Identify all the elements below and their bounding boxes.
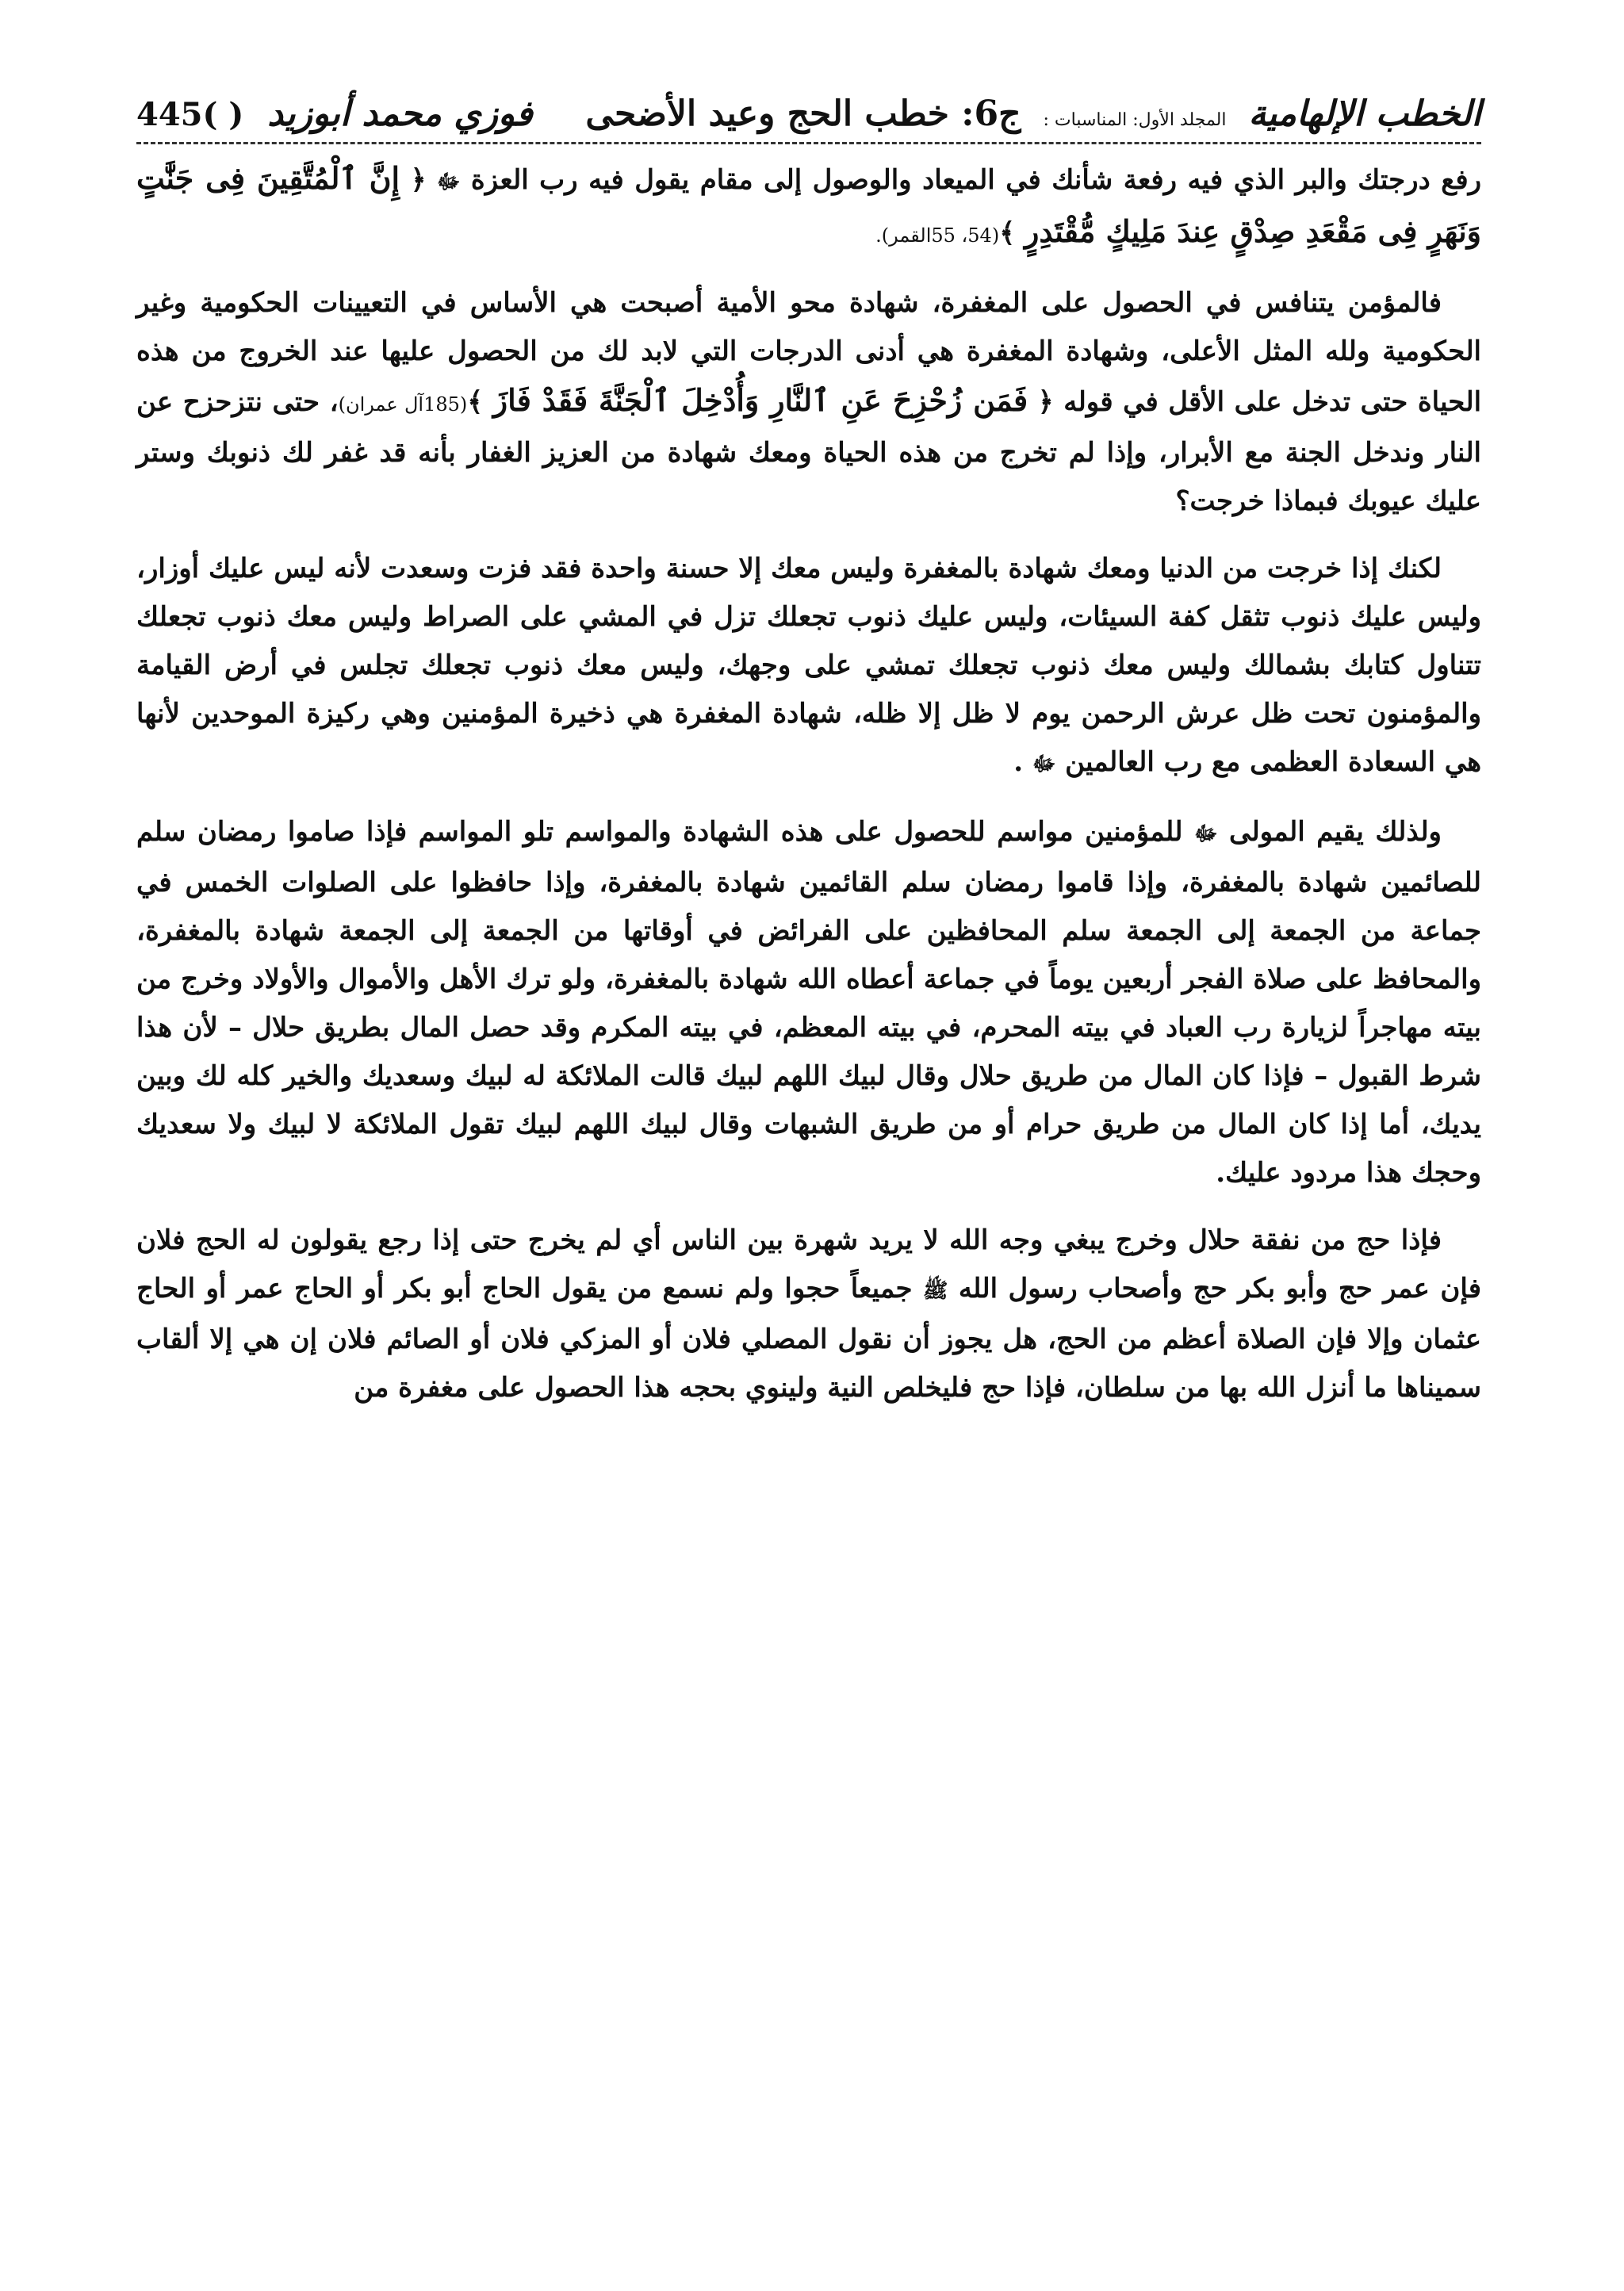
text-segment: ، حتى نتزحزح عن النار وندخل الجنة مع الأبرار، وإذا لم تخرج من هذه الحياة ومعك شهادة من العزيز الغفار بأنه قد غفر لك ذنوبك وستر عليك عيوبك فبماذا خرجت؟ (136, 386, 1481, 517)
text-segment: فإذا حج من نفقة حلال وخرج يبغي وجه الله لا يريد شهرة بين الناس أي لم يخرج حتى إذا رجع يقولون له الحج فلان فإن عمر حج وأبو بكر حج وأصحاب رسول الله (136, 1224, 1481, 1304)
text-segment: ﴿ (400, 164, 438, 196)
text-segment: رفع درجتك والبر الذي فيه رفعة شأنك في الميعاد والوصول إلى مقام يقول فيه رب العزة (460, 164, 1481, 196)
verse-reference: (54، 55القمر). (875, 224, 1000, 247)
text-segment: فالمؤمن يتنافس في الحصول على المغفرة، شهادة محو الأمية أصبحت هي الأساس في التعيينات الحكومية وغير الحكومية ولله المثل الأعلى، وشهادة المغفرة هي أدنى الدرجات التي لابد لك من الحصول عليها عند الخروج من هذه الحياة حتى تدخل على الأقل في قوله ﴿ (136, 287, 1482, 418)
paragraph-5 (136, 1216, 1481, 1412)
paragraph-4 (136, 808, 1481, 1197)
honorific-glyph: ﷻ (1032, 753, 1056, 776)
header-left-group (136, 94, 533, 134)
author-name: فوزي محمد أبوزيد (267, 94, 533, 134)
page-body (136, 154, 1481, 1412)
paragraph-2 (136, 279, 1481, 526)
text-segment: للمؤمنين مواسم للحصول على هذه الشهادة والمواسم تلو المواسم فإذا صاموا رمضان سلم للصائمين شهادة بالمغفرة، وإذا قاموا رمضان سلم القائمين شهادة بالمغفرة، وإذا حافظوا على الصلوات الخمس في جماعة من الجمعة إلى الجمعة سلم المحافظين على الفرائض في أوقاتها من الجمعة إلى الجمعة شهادة بالمغفرة، والمحافظ على صلاة الفجر أربعين يوماً في جماعة أعطاه الله شهادة بالمغفرة، ولو ترك الأهل والأموال والأولاد وخرج من بيته مهاجراً لزيارة رب العباد في بيته المحرم، في بيته المعظم، في بيته المكرم وقد حصل المال بطريق حلال – لأن هذا شرط القبول – فإذا كان المال من طريق حلال وقال لبيك اللهم لبيك قالت الملائكة له لبيك وسعديك والخير كله لك وبين يديك، أما إذا كان المال من طريق حرام أو من طريق الشبهات وقال لبيك اللهم لبيك تقول الملائكة لا لبيك ولا سعديك وحجك هذا مردود عليك. (136, 816, 1481, 1189)
page-number: 445( ) (136, 96, 244, 133)
text-segment: لكنك إذا خرجت من الدنيا ومعك شهادة بالمغفرة وليس معك إلا حسنة واحدة فقد فزت وسعدت لأنه ليس عليك أوزار، وليس عليك ذنوب تثقل كفة السيئات، وليس عليك ذنوب تجعلك تزل في المشي على الصراط وليس معك ذنوب تجعلك تتناول كتابك بشمالك وليس معك ذنوب تجعلك تمشي على وجهك، وليس معك ذنوب تجعلك تجلس في أرض القيامة والمؤمنون تحت ظل عرش الرحمن يوم لا ظل إلا ظله، شهادة المغفرة هي ذخيرة المؤمنين وهي ركيزة الموحدين لأنها هي السعادة العظمى مع رب العالمين (136, 553, 1481, 778)
volume-label: المجلد الأول: المناسبات : (1043, 110, 1227, 130)
honorific-glyph: ﷻ (1194, 822, 1218, 846)
text-segment: . (1013, 746, 1032, 778)
honorific-glyph: ﷺ (922, 1279, 948, 1303)
page-header (136, 79, 1481, 144)
honorific-glyph: ﷻ (437, 170, 461, 194)
paragraph-3 (136, 545, 1481, 789)
quran-verse: فَمَن زُحْزِحَ عَنِ ٱلنَّارِ وَأُدْخِلَ ٱلْجَنَّةَ فَقَدْ فَازَ (492, 382, 1028, 418)
quran-verse: إِنَّ ٱلْمُتَّقِينَ فِى جَنَّٰتٍ وَنَهَرٍ فِى مَقْعَدِ صِدْقٍ عِندَ مَلِيكٍ مُّقْتَدِرٍ (136, 160, 1481, 249)
verse-reference: (185آل عمران) (338, 393, 468, 416)
text-segment: ولذلك يقيم المولى (1217, 816, 1442, 848)
text-segment: جميعاً حجوا ولم نسمع من يقول الحاج أبو بكر أو الحاج عمر أو الحاج عثمان وإلا فإن الصلاة أعظم من الحج، هل يجوز أن نقول المصلي فلان أو المزكي فلان أو الصائم فلان إن هي إلا ألقاب سميناها ما أنزل الله بها من سلطان، فإذا حج فليخلص النية ولينوي بحجه هذا الحصول على مغفرة من (136, 1273, 1481, 1404)
paragraph-1 (136, 154, 1481, 260)
chapter-title: ج6: خطب الحج وعيد الأضحى (585, 94, 1021, 134)
text-segment: ﴾ (467, 386, 493, 418)
header-right-group (585, 94, 1481, 134)
text-segment: ﴾ (999, 217, 1025, 249)
book-title: الخطب الإلهامية (1248, 94, 1481, 134)
